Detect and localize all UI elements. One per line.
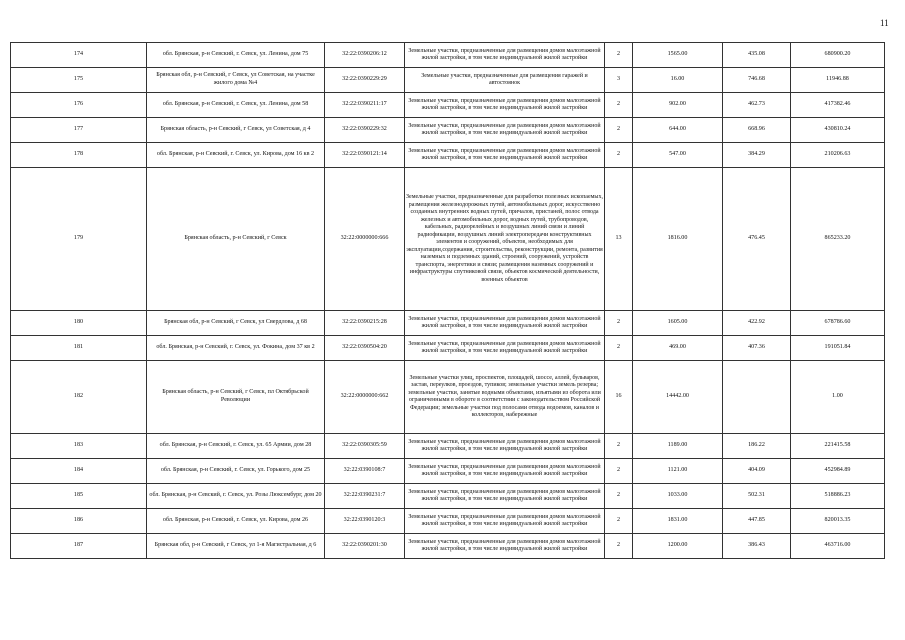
cadastral-number-cell: 32:22:0390201:30 bbox=[325, 534, 405, 559]
group-cell: 2 bbox=[605, 484, 633, 509]
row-number: 175 bbox=[11, 68, 147, 93]
permitted-use-cell: Земельные участки, предназначенные для размещения домов малоэтажной жилой застройки, в том числе индивидуальной жилой застройки bbox=[405, 43, 605, 68]
row-number: 176 bbox=[11, 93, 147, 118]
address-cell: Брянская обл, р-н Севский, г Севск, ул Свердлова, д 68 bbox=[147, 311, 325, 336]
cadastral-value-cell: 865233.20 bbox=[791, 168, 885, 311]
cadastral-value-cell: 518886.23 bbox=[791, 484, 885, 509]
permitted-use-cell: Земельные участки, предназначенные для размещения домов малоэтажной жилой застройки, в том числе индивидуальной жилой застройки bbox=[405, 484, 605, 509]
specific-value-cell: 404.09 bbox=[723, 459, 791, 484]
group-cell: 2 bbox=[605, 336, 633, 361]
permitted-use-cell: Земельные участки, предназначенные для размещения домов малоэтажной жилой застройки, в том числе индивидуальной жилой застройки bbox=[405, 336, 605, 361]
address-cell: обл. Брянская, р-н Севский, г. Севск, ул. Ленина, дом 58 bbox=[147, 93, 325, 118]
area-cell: 1565.00 bbox=[633, 43, 723, 68]
permitted-use-cell: Земельные участки, предназначенные для размещения домов малоэтажной жилой застройки, в том числе индивидуальной жилой застройки bbox=[405, 118, 605, 143]
row-number: 178 bbox=[11, 143, 147, 168]
permitted-use-cell: Земельные участки, предназначенные для разработки полезных ископаемых, размещения железнодорожных путей, автомобильных дорог, искусственно созданных внутренних водных путей, причалов, пристаней, полос отвода железных и автомобильных дорог, водных путей, трубопроводов, кабельных, радиорелейных и воздушных линий связи и линий радиофикации, воздушных линий электропередачи конструктивных элементов и сооружений, объектов, необходимых для эксплуатации,содержания, строительства, реконструкции, ремонта, развития наземных и подземных зданий, строений, сооружений, устройств транспорта, энергетики и связи; размещения наземных сооружений и инфраструктуры спутниковой связи, объектов космической деятельности, военных объектов bbox=[405, 168, 605, 311]
row-number: 179 bbox=[11, 168, 147, 311]
permitted-use-cell: Земельные участки улиц, проспектов, площадей, шоссе, аллей, бульваров, застав, переулков, проездов, тупиков; земельные участки земель резерва; земельные участки, занятые водными объектами, изъятыми из оборота или ограниченными в обороте в соответствии с законодательством Российской Федерации; земельные участки под полосами отвода водоемов, каналов и коллекторов, набережные bbox=[405, 361, 605, 434]
area-cell: 1605.00 bbox=[633, 311, 723, 336]
group-cell: 2 bbox=[605, 459, 633, 484]
table-row bbox=[11, 434, 885, 459]
group-cell: 2 bbox=[605, 143, 633, 168]
address-cell: Брянская обл, р-н Севский, г Севск, ул 1-я Магистральная, д 6 bbox=[147, 534, 325, 559]
cadastral-number-cell: 32:22:0390108:7 bbox=[325, 459, 405, 484]
address-cell: Брянская область, р-н Севский, г Севск bbox=[147, 168, 325, 311]
address-cell: обл. Брянская, р-н Севский, г. Севск, ул. Розы Люксембург, дом 20 bbox=[147, 484, 325, 509]
page-number: 11 bbox=[880, 18, 889, 28]
specific-value-cell: 384.29 bbox=[723, 143, 791, 168]
area-cell: 1121.00 bbox=[633, 459, 723, 484]
row-number: 174 bbox=[11, 43, 147, 68]
area-cell: 469.00 bbox=[633, 336, 723, 361]
table-row bbox=[11, 118, 885, 143]
cadastral-value-cell: 210206.63 bbox=[791, 143, 885, 168]
permitted-use-cell: Земельные участки, предназначенные для размещения домов малоэтажной жилой застройки, в том числе индивидуальной жилой застройки bbox=[405, 534, 605, 559]
address-cell: обл. Брянская, р-н Севский, г. Севск, ул. Фокина, дом 37 кв 2 bbox=[147, 336, 325, 361]
table-row bbox=[11, 484, 885, 509]
row-number: 180 bbox=[11, 311, 147, 336]
group-cell: 2 bbox=[605, 118, 633, 143]
address-cell: обл. Брянская, р-н Севский, г. Севск, ул. Горького, дом 25 bbox=[147, 459, 325, 484]
group-cell: 3 bbox=[605, 68, 633, 93]
address-cell: обл. Брянская, р-н Севский, г. Севск, ул. Кирова, дом 16 кв 2 bbox=[147, 143, 325, 168]
cadastral-number-cell: 32:22:0390215:28 bbox=[325, 311, 405, 336]
land-plots-table bbox=[10, 42, 885, 559]
table-row bbox=[11, 311, 885, 336]
table-row bbox=[11, 534, 885, 559]
area-cell: 902.00 bbox=[633, 93, 723, 118]
permitted-use-cell: Земельные участки, предназначенные для размещения домов малоэтажной жилой застройки, в том числе индивидуальной жилой застройки bbox=[405, 93, 605, 118]
table-row bbox=[11, 143, 885, 168]
cadastral-value-cell: 11946.88 bbox=[791, 68, 885, 93]
row-number: 177 bbox=[11, 118, 147, 143]
group-cell: 2 bbox=[605, 434, 633, 459]
area-cell: 16.00 bbox=[633, 68, 723, 93]
cadastral-value-cell: 820013.35 bbox=[791, 509, 885, 534]
cadastral-number-cell: 32:22:0390229:29 bbox=[325, 68, 405, 93]
cadastral-value-cell: 1.00 bbox=[791, 361, 885, 434]
permitted-use-cell: Земельные участки, предназначенные для размещения домов малоэтажной жилой застройки, в том числе индивидуальной жилой застройки bbox=[405, 459, 605, 484]
cadastral-number-cell: 32:22:0390121:14 bbox=[325, 143, 405, 168]
area-cell: 1831.00 bbox=[633, 509, 723, 534]
group-cell: 13 bbox=[605, 168, 633, 311]
specific-value-cell: 462.73 bbox=[723, 93, 791, 118]
address-cell: обл. Брянская, р-н Севский, г. Севск, ул. Ленина, дом 75 bbox=[147, 43, 325, 68]
cadastral-number-cell: 32:22:0390120:3 bbox=[325, 509, 405, 534]
specific-value-cell: 422.92 bbox=[723, 311, 791, 336]
specific-value-cell: 186.22 bbox=[723, 434, 791, 459]
row-number: 187 bbox=[11, 534, 147, 559]
specific-value-cell bbox=[723, 361, 791, 434]
permitted-use-cell: Земельные участки, предназначенные для размещения домов малоэтажной жилой застройки, в том числе индивидуальной жилой застройки bbox=[405, 509, 605, 534]
cadastral-number-cell: 32:22:0390211:17 bbox=[325, 93, 405, 118]
row-number: 186 bbox=[11, 509, 147, 534]
cadastral-value-cell: 191051.84 bbox=[791, 336, 885, 361]
cadastral-number-cell: 32:22:0390206:12 bbox=[325, 43, 405, 68]
address-cell: обл. Брянская, р-н Севский, г. Севск, ул. Кирова, дом 26 bbox=[147, 509, 325, 534]
group-cell: 2 bbox=[605, 509, 633, 534]
group-cell: 2 bbox=[605, 43, 633, 68]
row-number: 182 bbox=[11, 361, 147, 434]
permitted-use-cell: Земельные участки, предназначенные для размещения домов малоэтажной жилой застройки, в том числе индивидуальной жилой застройки bbox=[405, 311, 605, 336]
cadastral-value-cell: 452984.89 bbox=[791, 459, 885, 484]
area-cell: 1033.00 bbox=[633, 484, 723, 509]
permitted-use-cell: Земельные участки, предназначенные для размещения домов малоэтажной жилой застройки, в том числе индивидуальной жилой застройки bbox=[405, 434, 605, 459]
row-number: 184 bbox=[11, 459, 147, 484]
cadastral-number-cell: 32:22:0390231:7 bbox=[325, 484, 405, 509]
specific-value-cell: 447.85 bbox=[723, 509, 791, 534]
area-cell: 14442.00 bbox=[633, 361, 723, 434]
table-row bbox=[11, 168, 885, 311]
table-row bbox=[11, 509, 885, 534]
specific-value-cell: 668.96 bbox=[723, 118, 791, 143]
specific-value-cell: 476.45 bbox=[723, 168, 791, 311]
cadastral-value-cell: 417382.46 bbox=[791, 93, 885, 118]
permitted-use-cell: Земельные участки, предназначенные для размещения домов малоэтажной жилой застройки, в том числе индивидуальной жилой застройки bbox=[405, 143, 605, 168]
table-row bbox=[11, 336, 885, 361]
cadastral-value-cell: 430810.24 bbox=[791, 118, 885, 143]
group-cell: 2 bbox=[605, 311, 633, 336]
group-cell: 2 bbox=[605, 534, 633, 559]
address-cell: Брянская область, р-н Севский, г Севск, пл Октябрьской Революции bbox=[147, 361, 325, 434]
area-cell: 547.00 bbox=[633, 143, 723, 168]
table-row bbox=[11, 43, 885, 68]
area-cell: 644.00 bbox=[633, 118, 723, 143]
table-row bbox=[11, 93, 885, 118]
area-cell: 1200.00 bbox=[633, 534, 723, 559]
address-cell: Брянская обл, р-н Севский, г Севск, ул Советская, на участке жилого дома №4 bbox=[147, 68, 325, 93]
table-row bbox=[11, 459, 885, 484]
cadastral-value-cell: 680900.20 bbox=[791, 43, 885, 68]
cadastral-value-cell: 678786.60 bbox=[791, 311, 885, 336]
row-number: 185 bbox=[11, 484, 147, 509]
cadastral-value-cell: 221415.58 bbox=[791, 434, 885, 459]
specific-value-cell: 386.43 bbox=[723, 534, 791, 559]
cadastral-number-cell: 32:22:0390504:20 bbox=[325, 336, 405, 361]
group-cell: 16 bbox=[605, 361, 633, 434]
specific-value-cell: 435.08 bbox=[723, 43, 791, 68]
table-row bbox=[11, 361, 885, 434]
group-cell: 2 bbox=[605, 93, 633, 118]
row-number: 183 bbox=[11, 434, 147, 459]
address-cell: Брянская область, р-н Севский, г Севск, ул Советская, д 4 bbox=[147, 118, 325, 143]
row-number: 181 bbox=[11, 336, 147, 361]
cadastral-number-cell: 32:22:0000000:662 bbox=[325, 361, 405, 434]
cadastral-number-cell: 32:22:0390305:59 bbox=[325, 434, 405, 459]
cadastral-number-cell: 32:22:0390229:32 bbox=[325, 118, 405, 143]
address-cell: обл. Брянская, р-н Севский, г. Севск, ул. 65 Армии, дом 28 bbox=[147, 434, 325, 459]
specific-value-cell: 407.36 bbox=[723, 336, 791, 361]
area-cell: 1816.00 bbox=[633, 168, 723, 311]
table-row bbox=[11, 68, 885, 93]
cadastral-number-cell: 32:22:0000000:666 bbox=[325, 168, 405, 311]
area-cell: 1189.00 bbox=[633, 434, 723, 459]
cadastral-value-cell: 463716.00 bbox=[791, 534, 885, 559]
permitted-use-cell: Земельные участки, предназначенные для размещения гаражей и автостоянок bbox=[405, 68, 605, 93]
specific-value-cell: 746.68 bbox=[723, 68, 791, 93]
specific-value-cell: 502.31 bbox=[723, 484, 791, 509]
